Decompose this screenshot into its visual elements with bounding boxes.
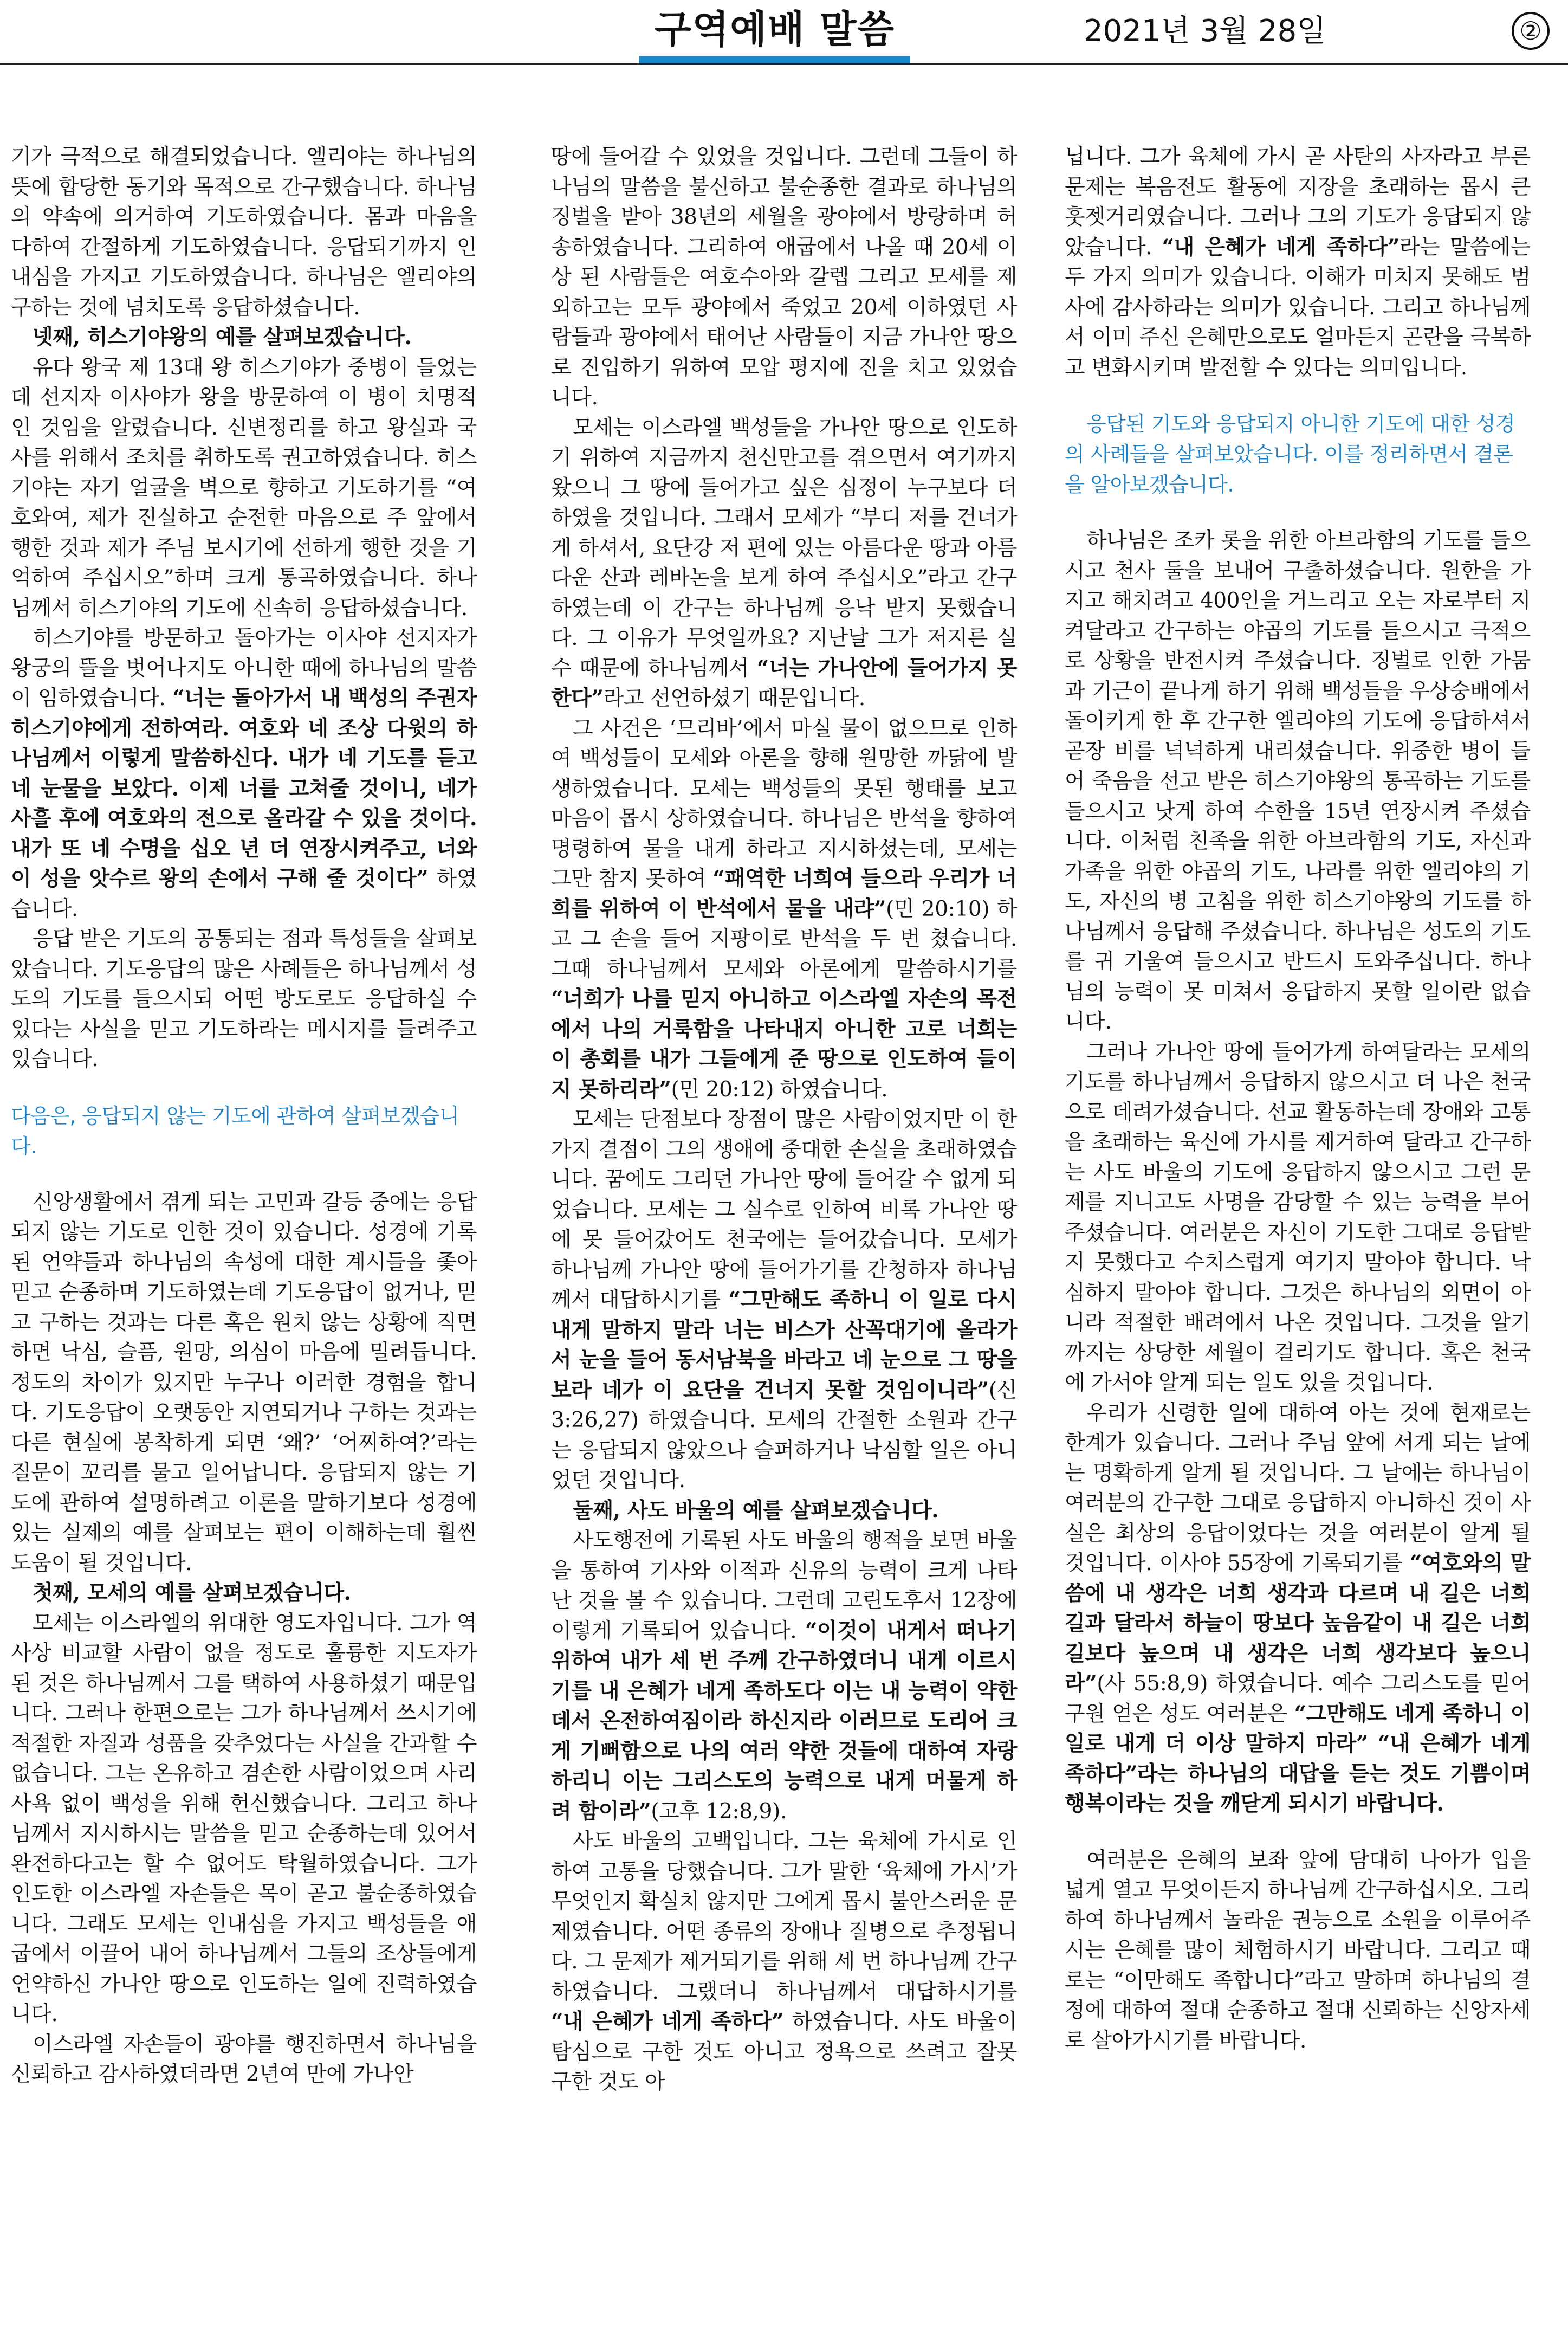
- paragraph-text: 라고 선언하셨기 때문입니다.: [603, 686, 865, 711]
- paragraph: 그러나 가나안 땅에 들어가게 하여달라는 모세의 기도를 하나님께서 응답하지 않으시고 더 나은 천국으로 데려가셨습니다. 선교 활동하는데 장애와 고통을 초래하는 육신에 가시를 제거하여 달라고 간구하는 사도 바울의 기도에 응답하지 않으시고 그런 문제를 지니고도 사명을 감당할 수 있는 능력을 부어주셨습니다. 여러분은 자신이 기도한 그대로 응답받지 못했다고 수치스럽게 여기지 말아야 합니다. 낙심하지 말아야 합니다. 그것은 하나님의 외면이 아니라 적절한 배려에서 나온 것입니다. 그것을 알기까지는 상당한 세월이 걸리기도 합니다. 혹은 천국에 가서야 알게 되는 일도 있을 것입니다.: [1065, 1039, 1531, 1395]
- column-2: [551, 142, 1017, 2097]
- paragraph: [1065, 142, 1531, 383]
- scripture-quote: “내 은혜가 네게 족하다”: [1162, 234, 1399, 260]
- paragraph: 하나님은 조카 롯을 위한 아브라함의 기도를 들으시고 천사 둘을 보내어 구출하셨습니다. 원한을 가지고 해치려고 400인을 거느리고 오는 자로부터 지켜달라고 간구하는 야곱의 기도를 들으시고 극적으로 상황을 반전시켜 주셨습니다. 징벌로 인한 가뭄과 기근이 끝나게 하기 위해 백성들을 우상숭배에서 돌이키게 한 후 간구한 엘리야의 기도에 응답하셔서 곧장 비를 넉넉하게 내리셨습니다. 위중한 병이 들어 죽음을 선고 받은 히스기야왕의 통곡하는 기도를 들으시고 낫게 하여 수한을 15년 연장시켜 주셨습니다. 이처럼 친족을 위한 아브라함의 기도, 자신과 가족을 위한 야곱의 기도, 나라를 위한 엘리야의 기도, 자신의 병 고침을 위한 히스기야왕의 기도를 하나님께서 응답해 주셨습니다. 하나님은 성도의 기도를 귀 기울여 들으시고 반드시 도와주십니다. 하나님의 능력이 못 미쳐서 응답하지 못할 일이란 없습니다.: [1065, 528, 1531, 1034]
- scripture-quote: “너는 돌아가서 내 백성의 주권자 히스기야에게 전하여라. 여호와 네 조상 다윗의 하나님께서 이렇게 말씀하신다. 내가 네 기도를 듣고 네 눈물을 보았다. 이제 너를 고쳐줄 것이니, 네가 사흘 후에 여호와의 전으로 올라갈 수 있을 것이다. 내가 또 네 수명을 십오 년 더 연장시켜주고, 너와 이 성을 앗수르 왕의 손에서 구해 줄 것이다”: [11, 686, 477, 891]
- paragraph-text: 모세는 단점보다 장점이 많은 사람이었지만 이 한 가지 결점이 그의 생애에 중대한 손실을 초래하였습니다. 꿈에도 그리던 가나안 땅에 들어갈 수 없게 되었습니다. 모세는 그 실수로 인하여 비록 가나안 땅에 못 들어갔어도 천국에는 들어갔습니다. 모세가 하나님께 가나안 땅에 들어가기를 간청하자 하나님께서 대답하시기를: [551, 1107, 1017, 1312]
- paragraph: [551, 413, 1017, 714]
- scripture-quote: “내 은혜가 네게 족하다”: [551, 2009, 784, 2034]
- paragraph: [1065, 1398, 1531, 1819]
- paragraph-text: 사도 바울의 고백입니다. 그는 육체에 가시로 인하여 고통을 당했습니다. 그가 말한 ‘육체에 가시’가 무엇인지 확실치 않지만 그에게 몹시 불안스러운 문제였습니다. 어떤 종류의 장애나 질병으로 추정됩니다. 그 문제가 제거되기를 위해 세 번 하나님께 간구하였습니다. 그랬더니 하나님께서 대답하시기를: [551, 1829, 1017, 2004]
- paragraph: 모세는 이스라엘의 위대한 영도자입니다. 그가 역사상 비교할 사람이 없을 정도로 훌륭한 지도자가 된 것은 하나님께서 그를 택하여 사용하셨기 때문입니다. 그러나 한편으로는 그가 하나님께서 쓰시기에 적절한 자질과 성품을 갖추었다는 사실을 간과할 수 없습니다. 그는 온유하고 겸손한 사람이었으며 사리사욕 없이 백성을 위해 헌신했습니다. 그리고 하나님께서 지시하시는 말씀을 믿고 순종하는데 있어서 완전하다고는 할 수 없어도 탁월하였습니다. 그가 인도한 이스라엘 자손들은 목이 곧고 불순종하였습니다. 그래도 모세는 인내심을 가지고 백성들을 애굽에서 이끌어 내어 하나님께서 그들의 조상들에게 언약하신 가나안 땅으로 인도하는 일에 진력하였습니다.: [11, 1611, 477, 2026]
- section-heading: 둘째, 사도 바울의 예를 살펴보겠습니다.: [573, 1497, 939, 1523]
- paragraph: 기가 극적으로 해결되었습니다. 엘리야는 하나님의 뜻에 합당한 동기와 목적으로 간구했습니다. 하나님의 약속에 의거하여 기도하였습니다. 몸과 마음을 다하여 간절하게 기도하였습니다. 응답되기까지 인내심을 가지고 기도하였습니다. 하나님은 엘리야의 구하는 것에 넘치도록 응답하셨습니다.: [11, 145, 477, 320]
- scripture-quote: “너는 가나안에 들어가지 못한다”: [551, 655, 1017, 711]
- issue-date: 2021년 3월 28일: [1084, 14, 1326, 49]
- paragraph-text: (민 20:10) 하고 그 손을 들어 지팡이로 반석을 두 번 쳤습니다. 그때 하나님께서 모세와 아론에게 말씀하시기를: [551, 896, 1017, 981]
- paragraph-text: 히스기야를 방문하고 돌아가는 이사야 선지자가 왕궁의 뜰을 벗어나지도 아니한 때에 하나님의 말씀이 임하였습니다.: [11, 626, 477, 711]
- scripture-quote: “: [1368, 1731, 1390, 1756]
- paragraph: 땅에 들어갈 수 있었을 것입니다. 그런데 그들이 하나님의 말씀을 불신하고 불순종한 결과로 하나님의 징벌을 받아 38년의 세월을 광야에서 방랑하며 허송하였습니다. 그리하여 애굽에서 나올 때 20세 이상 된 사람들은 여호수아와 갈렙 그리고 모세를 제외하고는 모두 광야에서 죽었고 20세 이하였던 사람들과 광야에서 태어난 사람들이 지금 가나안 땅으로 진입하기 위하여 모압 평지에 진을 치고 있었습니다.: [551, 145, 1017, 410]
- paragraph: 유다 왕국 제 13대 왕 히스기야가 중병이 들었는데 선지자 이사야가 왕을 방문하여 이 병이 치명적인 것임을 알렸습니다. 신변정리를 하고 왕실과 국사를 위해서 조치를 취하도록 권고하였습니다. 히스기야는 자기 얼굴을 벽으로 향하고 기도하기를 “여호와여, 제가 진실하고 순전한 마음으로 주 앞에서 행한 것과 제가 주님 보시기에 선하게 행한 것을 기억하여 주십시오”하며 크게 통곡하였습니다. 하나님께서 히스기야의 기도에 신속히 응답하셨습니다.: [11, 355, 477, 621]
- paragraph: [11, 623, 477, 924]
- title-underline: [639, 56, 910, 63]
- scripture-quote: “그만해도 네게 족하니 이 일로 내게 더 이상 말하지 마라”: [1065, 1701, 1531, 1756]
- highlight-heading: 다음은, 응답되지 않는 기도에 관하여 살펴보겠습니다.: [11, 1103, 459, 1158]
- scripture-quote: “너희가 나를 믿지 아니하고 이스라엘 자손의 목전에서 나의 거룩함을 나타내지 아니한 고로 너희는 이 총회를 내가 그들에게 준 땅으로 인도하여 들이지 못하리라”: [551, 986, 1017, 1102]
- scripture-quote: “패역한 너희여 들으라 우리가 너희를 위하여 이 반석에서 물을 내랴”: [551, 866, 1017, 921]
- paragraph-text: 하였습니다. 사도 바울이 탐심으로 구한 것도 아니고 정욕으로 쓰려고 잘못 구한 것도 아: [551, 2010, 1017, 2094]
- paragraph: 신앙생활에서 겪게 되는 고민과 갈등 중에는 응답되지 않는 기도로 인한 것이 있습니다. 성경에 기록된 언약들과 하나님의 속성에 대한 계시들을 좇아 믿고 순종하며 기도하였는데 기도응답이 없거나, 믿고 구하는 것과는 다른 혹은 원치 않는 상황에 직면하면 낙심, 슬픔, 원망, 의심이 마음에 밀려듭니다. 정도의 차이가 있지만 누구나 이러한 경험을 합니다. 기도응답이 오랫동안 지연되거나 구하는 것과는 다른 현실에 봉착하게 되면 ‘왜?’ ‘어찌하여?’라는 질문이 꼬리를 물고 일어납니다. 응답되지 않는 기도에 관하여 설명하려고 이론을 말하기보다 성경에 있는 실제의 예를 살펴보는 편이 이해하는데 훨씬 도움이 될 것입니다.: [11, 1190, 477, 1575]
- section-heading: 넷째, 히스기야왕의 예를 살펴보겠습니다.: [33, 325, 412, 350]
- paragraph-text: 그 사건은 ‘므리바’에서 마실 물이 없으므로 인하여 백성들이 모세와 아론을 향해 원망한 까닭에 발생하였습니다. 모세는 백성들의 못된 행태를 보고 마음이 몹시 상하였습니다. 하나님은 반석을 향하여 명령하여 물을 내게 하라고 지시하셨는데, 모세는 그만 참지 못하여: [551, 716, 1017, 891]
- column-3: [1065, 142, 1531, 2056]
- column-1: [11, 142, 477, 2090]
- paragraph: 응답 받은 기도의 공통되는 점과 특성들을 살펴보았습니다. 기도응답의 많은 사례들은 하나님께서 성도의 기도를 들으시되 어떤 방도로도 응답하실 수 있다는 사실을 믿고 기도하라는 메시지를 들려주고 있습니다.: [11, 927, 477, 1071]
- scripture-quote: “그만해도 족하니 이 일로 다시 내게 말하지 말라 너는 비스가 산꼭대기에 올라가서 눈을 들어 동서남북을 바라고 네 눈으로 그 땅을 보라 네가 이 요단을 건너지 못할 것임이니라”: [551, 1287, 1017, 1403]
- page-header: [0, 0, 1568, 70]
- paragraph: [551, 1105, 1017, 1496]
- paragraph: [551, 714, 1017, 1105]
- header-rule: [0, 63, 1568, 65]
- scripture-quote: “여호와의 말씀에 내 생각은 너희 생각과 다르며 내 길은 너희 길과 달라서 하늘이 땅보다 높음같이 내 길은 너희 길보다 높으며 내 생각은 너희 생각보다 높으니라”: [1065, 1551, 1531, 1696]
- highlight-heading: 응답된 기도와 응답되지 아니한 기도에 대한 성경의 사례들을 살펴보았습니다. 이를 정리하면서 결론을 알아보겠습니다.: [1065, 412, 1515, 496]
- page-number: ②: [1512, 12, 1550, 50]
- paragraph: 여러분은 은혜의 보좌 앞에 담대히 나아가 입을 넓게 열고 무엇이든지 하나님께 간구하십시오. 그리하여 하나님께서 놀라운 권능으로 소원을 이루어주시는 은혜를 많이 체험하시기 바랍니다. 그리고 때로는 “이만해도 족합니다”라고 말하며 하나님의 결정에 대하여 절대 순종하고 절대 신뢰하는 신앙자세로 살아가시기를 바랍니다.: [1065, 1848, 1531, 2053]
- paragraph-text: 하였습니다.: [11, 867, 477, 921]
- paragraph-text: 모세는 이스라엘 백성들을 가나안 땅으로 인도하기 위하여 지금까지 천신만고를 겪으면서 여기까지 왔으니 그 땅에 들어가고 싶은 심정이 누구보다 더하였을 것입니다. 그래서 모세가 “부디 저를 건너가게 하셔서, 요단강 저 편에 있는 아름다운 땅과 아름다운 산과 레바논을 보게 하여 주십시오”라고 간구하였는데 이 간구는 하나님께 응낙 받지 못했습니다. 그 이유가 무엇일까요? 지난날 그가 저지른 실수 때문에 하나님께서: [551, 415, 1017, 681]
- paragraph-text: (사 55:8,9) 하였습니다. 예수 그리스도를 믿어 구원 얻은 성도 여러분은: [1065, 1671, 1531, 1726]
- paragraph-text: (신 3:26,27) 하였습니다. 모세의 간절한 소원과 간구는 응답되지 않았으나 슬퍼하거나 낙심할 일은 아니었던 것입니다.: [551, 1378, 1017, 1493]
- scripture-quote: 내 은혜가 네게 족하다: [1065, 1731, 1531, 1786]
- paragraph: [551, 1526, 1017, 1826]
- scripture-quote: ”라는 하나님의 대답을 듣는 것도 기쁨이며 행복이라는 것을 깨닫게 되시기 바랍니다.: [1065, 1761, 1531, 1816]
- paragraph: 이스라엘 자손들이 광야를 행진하면서 하나님을 신뢰하고 감사하였더라면 2년여 만에 가나안: [11, 2032, 477, 2087]
- paragraph-text: 우리가 신령한 일에 대하여 아는 것에 현재로는 한계가 있습니다. 그러나 주님 앞에 서게 되는 날에는 명확하게 알게 될 것입니다. 그 날에는 하나님이 여러분의 간구한 그대로 응답하지 아니하신 것이 사실은 최상의 응답이었다는 것을 여러분이 알게 될 것입니다. 이사야 55장에 기록되기를: [1065, 1400, 1531, 1575]
- paragraph-text: 라는 말씀에는 두 가지 의미가 있습니다. 이해가 미치지 못해도 범사에 감사하라는 의미가 있습니다. 그리고 하나님께서 이미 주신 은혜만으로도 얼마든지 곤란을 극복하고 변화시키며 발전할 수 있다는 의미입니다.: [1065, 235, 1531, 380]
- paragraph: [551, 1826, 1017, 2097]
- scripture-quote: “이것이 내게서 떠나기 위하여 내가 세 번 주께 간구하였더니 내게 이르시기를 내 은혜가 네게 족하도다 이는 내 능력이 약한 데서 온전하여짐이라 하신지라 이러므로 도리어 크게 기뻐함으로 나의 여러 약한 것들에 대하여 자랑하리니 이는 그리스도의 능력으로 내게 머물게 하려 함이라”: [551, 1618, 1017, 1824]
- page-title: 구역예배 말씀: [654, 7, 896, 51]
- paragraph-text: 사도행전에 기록된 사도 바울의 행적을 보면 바울을 통하여 기사와 이적과 신유의 능력이 크게 나타난 것을 볼 수 있습니다. 그런데 고린도후서 12장에 이렇게 기록되어 있습니다.: [551, 1528, 1017, 1643]
- paragraph-text: 닙니다. 그가 육체에 가시 곧 사탄의 사자라고 부른 문제는 복음전도 활동에 지장을 초래하는 몹시 큰 훗젯거리였습니다. 그러나 그의 기도가 응답되지 않았습니다.: [1065, 145, 1531, 260]
- paragraph-text: (민 20:12) 하였습니다.: [671, 1077, 888, 1102]
- section-heading: 첫째, 모세의 예를 살펴보겠습니다.: [33, 1580, 351, 1605]
- paragraph-text: (고후 12:8,9).: [651, 1799, 787, 1824]
